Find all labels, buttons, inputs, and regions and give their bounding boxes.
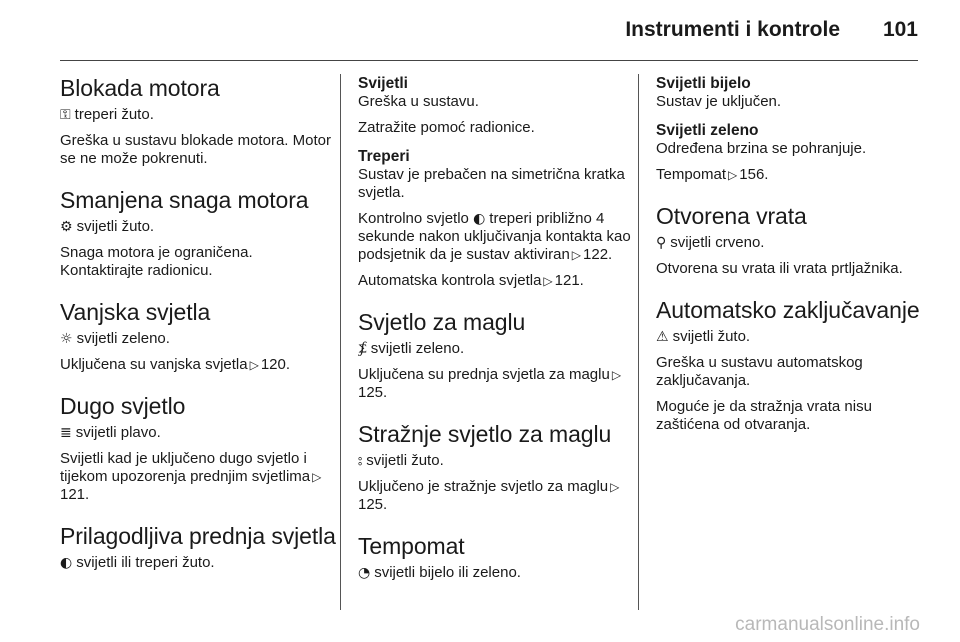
section-text: Uključena su vanjska svjetla [60,356,248,373]
adaptive-headlight-icon: ◐ [60,555,73,571]
reference-arrow-icon: ▷ [611,368,622,382]
section-lit [358,74,636,137]
subsection-title: Svijetli zeleno [656,122,759,139]
section-text: Greška u sustavu blokade motora. Motor se ne može pokrenuti. [60,132,331,167]
column-divider-1 [340,74,341,610]
icon-description: svijetli bijelo ili zeleno. [374,564,521,581]
rear-fog-light-icon: ⦂ [358,453,363,469]
section-text: Otvorena su vrata ili vrata prtljažnika. [656,260,903,277]
section-title: Otvorena vrata [656,203,807,229]
reference-arrow-icon: ▷ [249,358,259,372]
page-number: 101 [882,18,918,41]
section-title: Automatsko zaključavanje [656,297,920,323]
section-text: Određena brzina se pohranjuje. [656,140,867,157]
door-open-icon: ⚲ [656,235,667,251]
section-title: Vanjska svjetla [60,299,211,325]
section-lit-white [656,74,926,111]
section-text: Automatska kontrola svjetla [358,272,542,289]
engine-power-icon: ⚙ [60,219,73,235]
icon-description: svijetli ili treperi žuto. [76,554,215,571]
column-divider-2 [638,74,639,610]
section-title: Prilagodljiva prednja svjetla [60,523,336,549]
page-reference[interactable]: 120. [260,356,291,373]
reference-arrow-icon: ▷ [312,470,322,484]
reference-arrow-icon: ▷ [610,480,620,494]
page-reference[interactable]: 156. [739,166,769,183]
section-text: Uključeno je stražnje svjetlo za maglu [358,478,609,495]
cruise-control-icon: ◔ [358,565,371,581]
page-reference[interactable]: 121. [554,272,584,289]
section-text: Snaga motora je ograničena. Kontaktirajte radionicu. [60,244,253,279]
section-title: Dugo svjetlo [60,393,186,419]
icon-description: treperi žuto. [74,106,154,123]
section-high-beam [60,392,338,504]
section-text: Tempomat [656,166,727,183]
section-text: Svijetli kad je uključeno dugo svjetlo i tijekom upozorenja prednjim svjetlima [60,450,311,485]
icon-description: svijetli zeleno. [370,340,465,357]
header-divider [60,60,918,61]
section-title: Svjetlo za maglu [358,309,526,335]
section-lit-green [656,121,926,184]
page-reference[interactable]: 125. [358,384,388,401]
section-reduced-engine-power [60,186,338,280]
page-reference[interactable]: 121. [60,486,90,503]
section-title: Blokada motora [60,75,220,101]
immobilizer-icon: ⚿ [60,107,71,123]
exterior-lights-icon: ☼ [60,331,73,347]
page-reference[interactable]: 122. [583,246,613,263]
reference-arrow-icon: ▷ [543,274,553,288]
page-reference[interactable]: 125. [358,496,388,513]
icon-description: svijetli žuto. [672,328,751,345]
column-1 [60,74,338,590]
icon-description: svijetli plavo. [75,424,161,441]
section-title: Tempomat [358,533,465,559]
icon-description: svijetli žuto. [366,452,444,469]
front-fog-light-icon: ⨋ [358,341,367,357]
section-text: Moguće je da stražnja vrata nisu zaštićena od otvaranja. [656,398,872,433]
column-3 [656,74,926,452]
high-beam-icon: ≣ [60,425,72,441]
subsection-title: Svijetli [358,75,408,92]
page-header [0,0,960,60]
page-header-title: Instrumenti i kontrole [625,18,840,41]
section-text: Kontrolno svjetlo [358,210,469,227]
section-text: Greška u sustavu. [358,93,479,110]
icon-description: svijetli žuto. [76,218,155,235]
subsection-title: Svijetli bijelo [656,75,751,92]
section-exterior-lights [60,298,338,374]
section-text: Sustav je prebačen na simetrična kratka svjetla. [358,166,625,201]
section-rear-fog-light [358,420,636,514]
icon-description: svijetli zeleno. [76,330,170,347]
subsection-title: Treperi [358,148,410,165]
section-text: Uključena su prednja svjetla za maglu [358,366,610,383]
section-text: Zatražite pomoć radionice. [358,119,535,136]
column-2 [358,74,636,600]
section-adaptive-headlights [60,522,338,572]
auto-lock-icon: ⚠ [656,329,669,345]
section-auto-locking [656,296,926,434]
section-text: Sustav je uključen. [656,93,782,110]
adaptive-headlight-icon: ◐ [473,211,486,227]
section-engine-immobilizer [60,74,338,168]
section-fog-light [358,308,636,402]
section-text: Greška u sustavu automatskog zaključavanja. [656,354,863,389]
section-flashing [358,147,636,290]
section-title: Smanjena snaga motora [60,187,309,213]
section-title: Stražnje svjetlo za maglu [358,421,612,447]
section-text: treperi približno 4 sekunde nakon uključivanja kontakta kao podsjetnik da je sustav aktiviran [358,210,631,263]
reference-arrow-icon: ▷ [571,248,582,262]
section-door-open [656,202,926,278]
icon-description: svijetli crveno. [670,234,765,251]
watermark: carmanualsonline.info [735,614,920,635]
reference-arrow-icon: ▷ [728,168,738,182]
section-cruise-control [358,532,636,582]
